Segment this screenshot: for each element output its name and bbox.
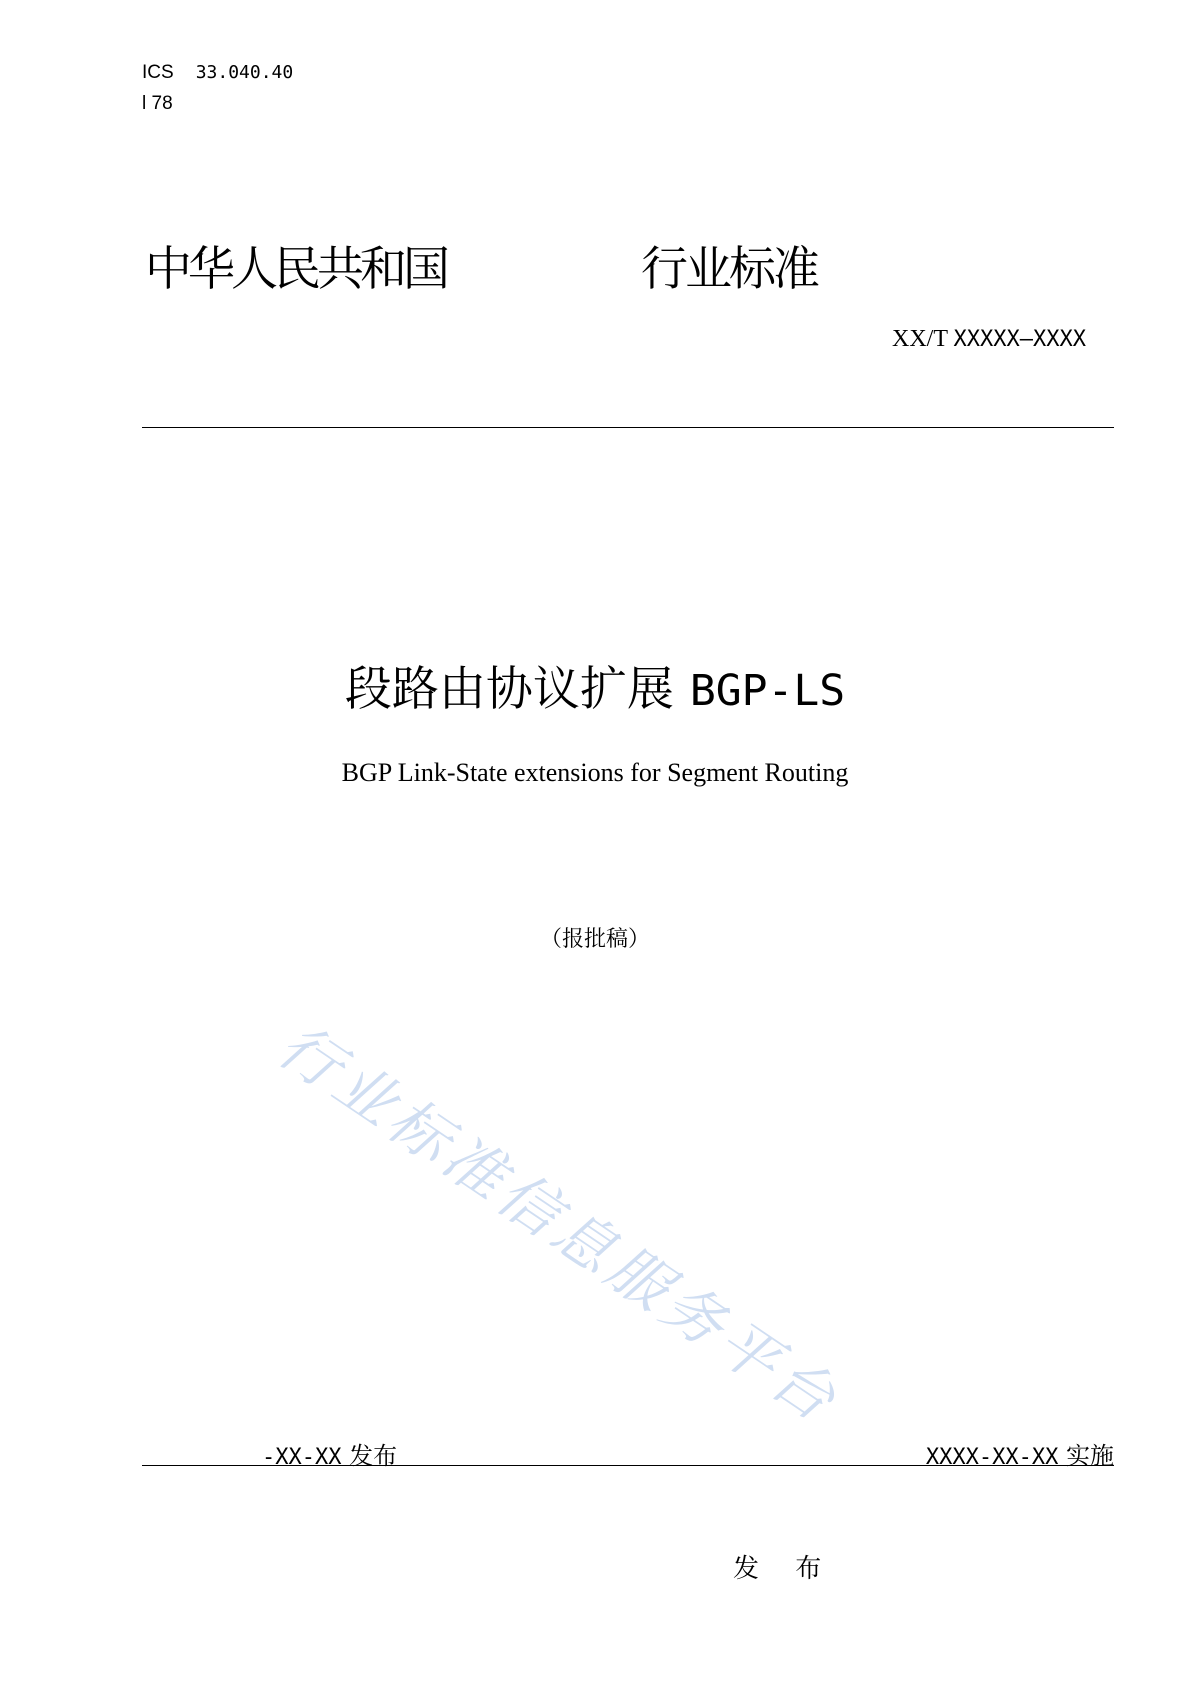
ccs-classification (142, 93, 173, 115)
standard-code (892, 326, 1086, 353)
ics-label: ICS (142, 62, 174, 83)
title-cn-latin: BGP-LS (689, 666, 846, 716)
standard-code-number: XXXXX—XXXX (953, 327, 1086, 352)
publish-date-value: -XX-XX (262, 1445, 342, 1470)
implement-label: 实施 (1066, 1442, 1114, 1470)
standard-type: 行业标准 (641, 242, 817, 297)
publish-label: 发布 (349, 1442, 398, 1470)
title-cn-main: 段路由协议扩展 (344, 662, 674, 717)
watermark: 行业标准信息服务平台 (265, 1010, 852, 1438)
publisher-label: 发 布 (733, 1554, 836, 1584)
draft-status: （报批稿） (539, 927, 650, 952)
implement-date-value: XXXX-XX-XX (925, 1445, 1059, 1470)
header-divider (142, 427, 1114, 428)
ics-code: 33.040.40 (195, 62, 294, 83)
standard-code-prefix: XX/T (891, 326, 948, 352)
footer-divider (142, 1465, 1114, 1466)
document-title-cn (0, 652, 1190, 719)
ccs-code: l 78 (142, 93, 173, 114)
nation-name: 中华人民共和国 (145, 242, 446, 297)
document-title-en: BGP Link-State extensions for Segment Routing (341, 758, 849, 787)
ics-classification (142, 62, 293, 84)
